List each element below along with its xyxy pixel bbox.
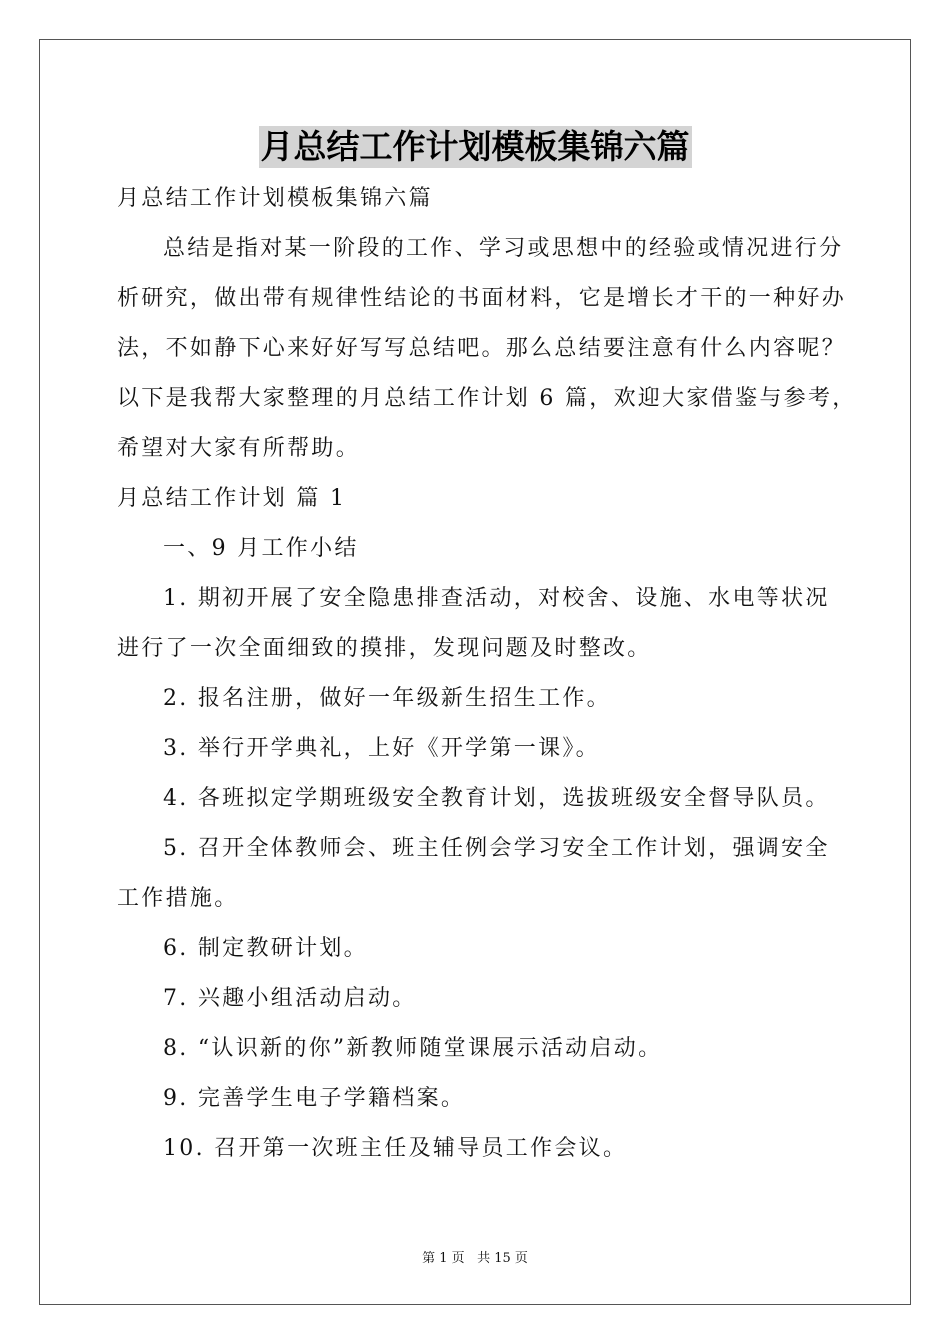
list-item: 9. 完善学生电子学籍档案。 xyxy=(163,1086,466,1111)
list-item-continuation: 进行了一次全面细致的摸排，发现问题及时整改。 xyxy=(117,636,652,661)
list-item: 4. 各班拟定学期班级安全教育计划，选拔班级安全督导队员。 xyxy=(163,786,830,811)
page-border xyxy=(39,39,911,1305)
document-title: 月总结工作计划模板集锦六篇 xyxy=(260,127,690,166)
paragraph-line: 法，不如静下心来好好写写总结吧。那么总结要注意有什么内容呢？ xyxy=(117,336,847,361)
list-item: 5. 召开全体教师会、班主任例会学习安全工作计划，强调安全 xyxy=(163,836,830,861)
paragraph-line: 以下是我帮大家整理的月总结工作计划 6 篇，欢迎大家借鉴与参考， xyxy=(117,386,857,411)
subsection-heading: 一、9 月工作小结 xyxy=(163,536,359,561)
list-item: 7. 兴趣小组活动启动。 xyxy=(163,986,417,1011)
list-item: 6. 制定教研计划。 xyxy=(163,936,368,961)
paragraph-line: 总结是指对某一阶段的工作、学习或思想中的经验或情况进行分 xyxy=(163,236,844,261)
page-number: 第 1 页 xyxy=(422,1251,465,1266)
list-item: 1. 期初开展了安全隐患排查活动，对校舍、设施、水电等状况 xyxy=(163,586,830,611)
list-item: 3. 举行开学典礼，上好《开学第一课》。 xyxy=(163,736,600,761)
section-heading: 月总结工作计划 篇 1 xyxy=(117,486,347,511)
list-item-continuation: 工作措施。 xyxy=(117,886,239,911)
title-container xyxy=(0,126,950,168)
paragraph-line: 希望对大家有所帮助。 xyxy=(117,436,361,461)
subtitle-line: 月总结工作计划模板集锦六篇 xyxy=(117,186,433,211)
list-item: 8. “认识新的你”新教师随堂课展示活动启动。 xyxy=(163,1036,663,1061)
page-total: 共 15 页 xyxy=(477,1251,528,1266)
list-item: 10. 召开第一次班主任及辅导员工作会议。 xyxy=(163,1136,628,1161)
paragraph-line: 析研究，做出带有规律性结论的书面材料，它是增长才干的一种好办 xyxy=(117,286,847,311)
list-item: 2. 报名注册，做好一年级新生招生工作。 xyxy=(163,686,611,711)
page-footer xyxy=(0,1247,950,1266)
